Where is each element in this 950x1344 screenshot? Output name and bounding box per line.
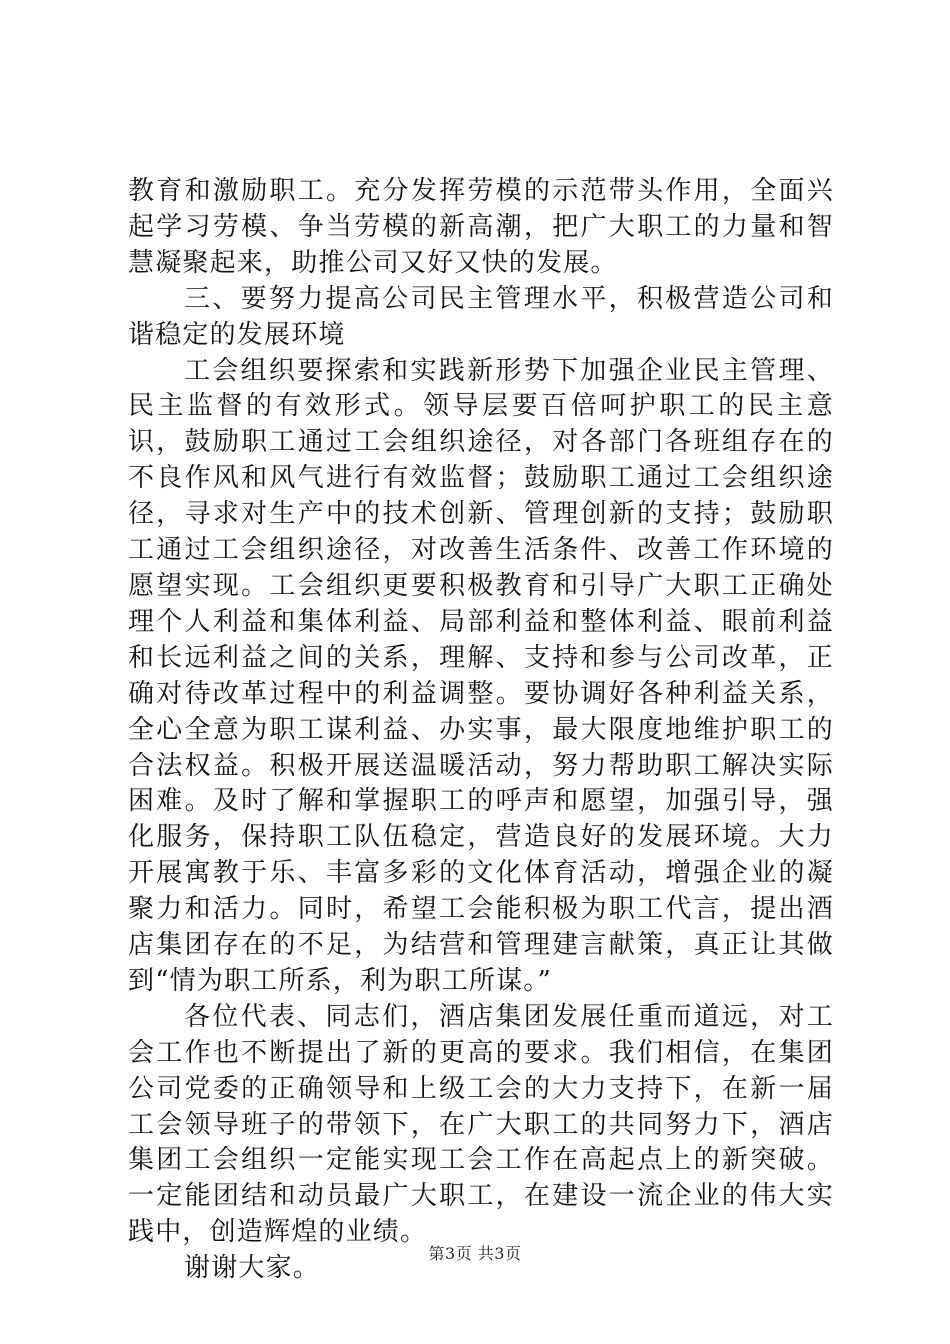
paragraph-thanks: 谢谢大家。 [184,1253,321,1284]
paragraph-closing-of-previous-section: 教育和激励职工。充分发挥劳模的示范带头作用，全面兴起学习劳模、争当劳模的新高潮，把广大职工的力量和智慧凝聚起来，助推公司又好又快的发展。 [128,176,834,278]
section-heading-democratic-management: 三、要努力提高公司民主管理水平，积极营造公司和谐稳定的发展环境 [128,283,834,350]
document-body [128,174,834,1287]
page-number-footer: 第3页 共3页 [428,1244,522,1263]
paragraph-democratic-management: 工会组织要探索和实践新形势下加强企业民主管理、民主监督的有效形式。领导层要百倍呵护职工的民主意识，鼓励职工通过工会组织途径，对各部门各班组存在的不良作风和风气进行有效监督；鼓励职工通过工会组织途径，寻求对生产中的技术创新、管理创新的支持；鼓励职工通过工会组织途径，对改善生活条件、改善工作环境的愿望实现。工会组织更要积极教育和引导广大职工正确处理个人利益和集体利益、局部利益和整体利益、眼前利益和长远利益之间的关系，理解、支持和参与公司改革，正确对待改革过程中的利益调整。要协调好各种利益关系，全心全意为职工谋利益、办实事，最大限度地维护职工的合法权益。积极开展送温暖活动，努力帮助职工解决实际困难。及时了解和掌握职工的呼声和愿望，加强引导，强化服务，保持职工队伍稳定，营造良好的发展环境。大力开展寓教于乐、丰富多彩的文化体育活动，增强企业的凝聚力和活力。同时，希望工会能积极为职工代言，提出酒店集团存在的不足，为结营和管理建言献策，真正让其做到“情为职工所系，利为职工所谋。” [128,355,834,996]
paragraph-conclusion: 各位代表、同志们，酒店集团发展任重而道远，对工会工作也不断提出了新的更高的要求。我们相信，在集团公司党委的正确领导和上级工会的大力支持下，在新一届工会领导班子的带领下，在广大职工的共同努力下，酒店集团工会组织一定能实现工会工作在高起点上的新突破。一定能团结和动员最广大职工，在建设一流企业的伟大实践中，创造辉煌的业绩。 [128,1001,834,1248]
